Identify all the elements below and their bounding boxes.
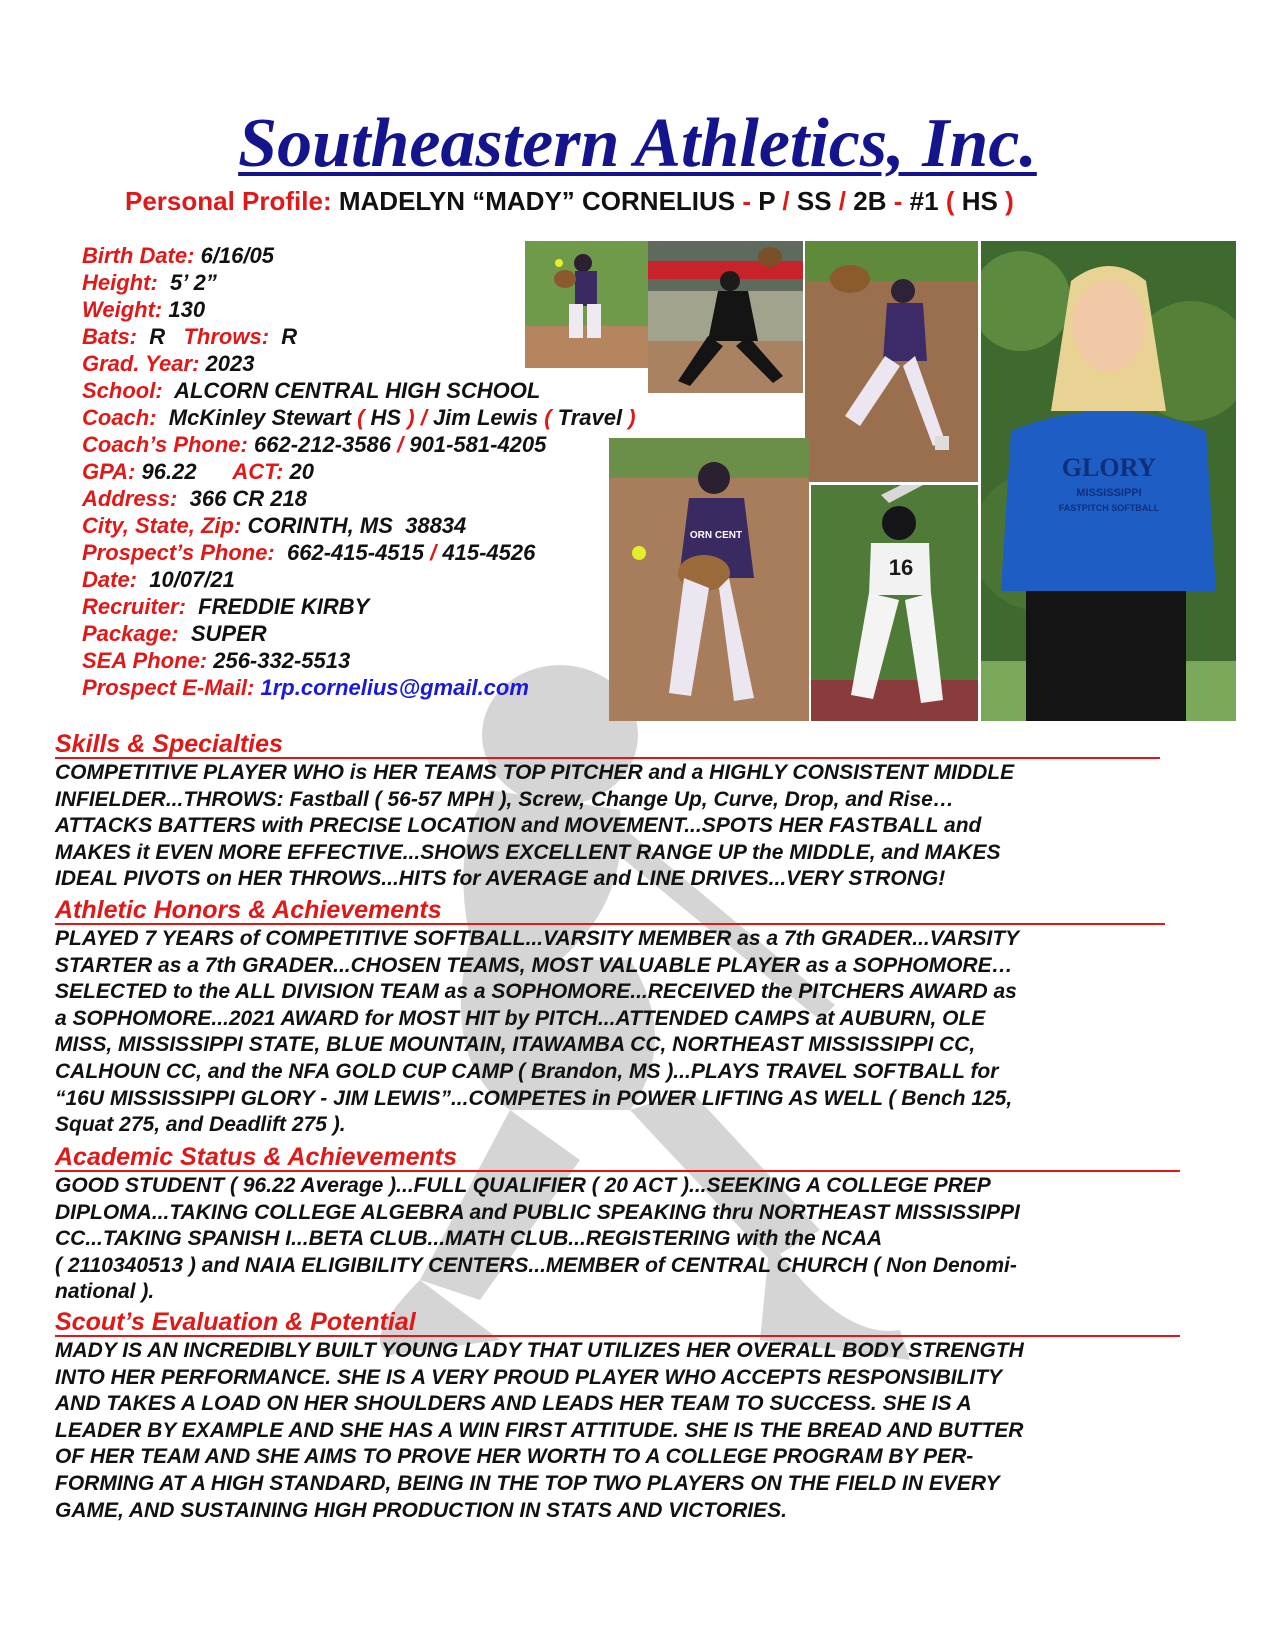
info-address: Address: 366 CR 218 — [82, 486, 308, 511]
academic-text — [55, 1173, 1225, 1306]
info-package: Package: SUPER — [82, 621, 267, 646]
photo-headshot — [981, 241, 1236, 721]
photo-pitching-black — [648, 241, 803, 393]
info-birth-date: Birth Date: 6/16/05 — [82, 243, 274, 268]
jersey-text-glory: GLORY — [1061, 453, 1157, 482]
subtitle-paren: ) — [1005, 186, 1014, 216]
subtitle-dash: - — [742, 186, 752, 216]
photo-fielding — [525, 241, 648, 368]
jersey-text-fastpitch: FASTPITCH SOFTBALL — [1058, 503, 1160, 513]
subtitle-dash: - — [893, 186, 903, 216]
skills-line: INFIELDER...THROWS: Fastball ( 56-57 MPH ), Screw, Change Up, Curve, Drop, and Rise… — [55, 787, 954, 811]
info-grad-year: Grad. Year: 2023 — [82, 351, 255, 376]
photo-pitching-purple — [805, 241, 978, 482]
honors-line: MISS, MISSISSIPPI STATE, BLUE MOUNTAIN, ITAWAMBA CC, NORTHEAST MISSISSIPPI CC, — [55, 1033, 976, 1057]
honors-rule — [55, 923, 1165, 925]
scout-line: AND TAKES A LOAD ON HER SHOULDERS AND LEADS HER TEAM TO SUCCESS. SHE IS A — [55, 1392, 972, 1416]
honors-line: PLAYED 7 YEARS of COMPETITIVE SOFTBALL...VARSITY MEMBER as a 7th GRADER...VARSITY — [55, 927, 1020, 950]
scout-line: OF HER TEAM AND SHE AIMS TO PROVE HER WORTH TO A COLLEGE PROGRAM BY PER- — [55, 1445, 974, 1469]
info-prospect-phone: Prospect’s Phone: 662-415-4515 / 415-4526 — [82, 540, 536, 565]
subtitle-paren: ( — [945, 186, 955, 216]
info-height: Height: 5’ 2” — [82, 270, 217, 295]
info-coach: Coach: McKinley Stewart ( HS ) / Jim Lewis ( Travel ) — [82, 405, 636, 430]
honors-line: SELECTED to the ALL DIVISION TEAM as a SOPHOMORE...RECEIVED the PITCHERS AWARD as — [55, 980, 1017, 1004]
profile-subtitle — [125, 185, 1014, 217]
academic-line: ( 2110340513 ) and NAIA ELIGIBILITY CENTERS...MEMBER of CENTRAL CHURCH ( Non Denomi- — [55, 1253, 1017, 1277]
jersey-text-mississippi: MISSISSIPPI — [1076, 487, 1142, 499]
subtitle-slash: / — [838, 186, 847, 216]
subtitle-slash: / — [782, 186, 790, 216]
photo-throwing — [609, 438, 809, 721]
scout-line: LEADER BY EXAMPLE AND SHE HAS A WIN FIRST ATTITUDE. SHE IS THE BREAD AND BUTTER — [55, 1418, 1024, 1442]
position-p: P — [758, 186, 776, 216]
scout-rule — [55, 1335, 1180, 1337]
batter-jersey-number: 16 — [888, 555, 914, 580]
position-ss: SS — [796, 186, 832, 216]
info-date: Date: 10/07/21 — [82, 567, 235, 592]
honors-line: STARTER as a 7th GRADER...CHOSEN TEAMS, MOST VALUABLE PLAYER as a SOPHOMORE… — [55, 953, 1013, 977]
academic-line: GOOD STUDENT ( 96.22 Average )...FULL QUALIFIER ( 20 ACT )...SEEKING A COLLEGE PREP — [55, 1174, 991, 1197]
skills-heading: Skills & Specialties — [55, 730, 283, 758]
info-weight: Weight: 130 — [82, 297, 206, 322]
jersey-number: #1 — [909, 186, 939, 216]
honors-line: Squat 275, and Deadlift 275 ). — [55, 1113, 346, 1137]
uniform-text: ORN CENT — [689, 530, 743, 541]
info-gpa-act: GPA: 96.22 ACT: 20 — [82, 459, 314, 484]
academic-rule — [55, 1170, 1180, 1172]
skills-line: COMPETITIVE PLAYER WHO is HER TEAMS TOP PITCHER and a HIGHLY CONSISTENT MIDDLE — [55, 761, 1015, 784]
photo-batting — [811, 485, 978, 721]
honors-line: “16U MISSISSIPPI GLORY - JIM LEWIS”...COMPETES in POWER LIFTING AS WELL ( Bench 125, — [55, 1086, 1013, 1110]
scout-heading: Scout’s Evaluation & Potential — [55, 1308, 416, 1336]
info-bats-throws: Bats: R Throws: R — [82, 324, 298, 349]
academic-heading: Academic Status & Achievements — [55, 1143, 458, 1171]
position-2b: 2B — [853, 186, 887, 216]
info-city-state-zip: City, State, Zip: CORINTH, MS 38834 — [82, 513, 467, 538]
team-level: HS — [961, 186, 998, 216]
skills-rule — [55, 757, 1160, 759]
scout-line: FORMING AT A HIGH STANDARD, BEING IN THE TOP TWO PLAYERS ON THE FIELD IN EVERY — [55, 1471, 1000, 1495]
academic-line: national ). — [55, 1280, 155, 1304]
scout-text — [55, 1338, 1225, 1524]
honors-text — [55, 926, 1225, 1139]
skills-line: IDEAL PIVOTS on HER THROWS...HITS for AVERAGE and LINE DRIVES...VERY STRONG! — [55, 867, 946, 891]
skills-line: ATTACKS BATTERS with PRECISE LOCATION and MOVEMENT...SPOTS HER FASTBALL and — [55, 814, 982, 838]
info-coach-phone: Coach’s Phone: 662-212-3586 / 901-581-4205 — [82, 432, 547, 457]
profile-label: Personal Profile: — [125, 186, 332, 216]
info-school: School: ALCORN CENTRAL HIGH SCHOOL — [82, 378, 541, 403]
info-sea-phone: SEA Phone: 256-332-5513 — [82, 648, 351, 673]
scout-line: MADY IS AN INCREDIBLY BUILT YOUNG LADY THAT UTILIZES HER OVERALL BODY STRENGTH — [55, 1339, 1024, 1362]
info-prospect-email: Prospect E-Mail: 1rp.cornelius@gmail.com — [82, 675, 529, 700]
scout-line: INTO HER PERFORMANCE. SHE IS A VERY PROUD PLAYER WHO ACCEPTS RESPONSIBILITY — [55, 1365, 1003, 1389]
info-recruiter: Recruiter: FREDDIE KIRBY — [82, 594, 370, 619]
company-title: Southeastern Athletics, Inc. — [238, 105, 1037, 182]
skills-line: MAKES it EVEN MORE EFFECTIVE...SHOWS EXCELLENT RANGE UP the MIDDLE, and MAKES — [55, 840, 1001, 864]
honors-line: a SOPHOMORE...2021 AWARD for MOST HIT by PITCH...ATTENDED CAMPS at AUBURN, OLE — [55, 1006, 986, 1030]
player-name: MADELYN “MADY” CORNELIUS — [338, 186, 736, 216]
skills-text — [55, 760, 1225, 893]
academic-line: CC...TAKING SPANISH I...BETA CLUB...MATH CLUB...REGISTERING with the NCAA — [55, 1227, 883, 1251]
honors-line: CALHOUN CC, and the NFA GOLD CUP CAMP ( Brandon, MS )...PLAYS TRAVEL SOFTBALL for — [55, 1059, 999, 1083]
honors-heading: Athletic Honors & Achievements — [55, 896, 442, 924]
prospect-email-link[interactable]: 1rp.cornelius@gmail.com — [260, 675, 529, 700]
academic-line: DIPLOMA...TAKING COLLEGE ALGEBRA and PUBLIC SPEAKING thru NORTHEAST MISSISSIPPI — [55, 1200, 1020, 1224]
scout-line: GAME, AND SUSTAINING HIGH PRODUCTION IN STATS AND VICTORIES. — [55, 1498, 787, 1522]
